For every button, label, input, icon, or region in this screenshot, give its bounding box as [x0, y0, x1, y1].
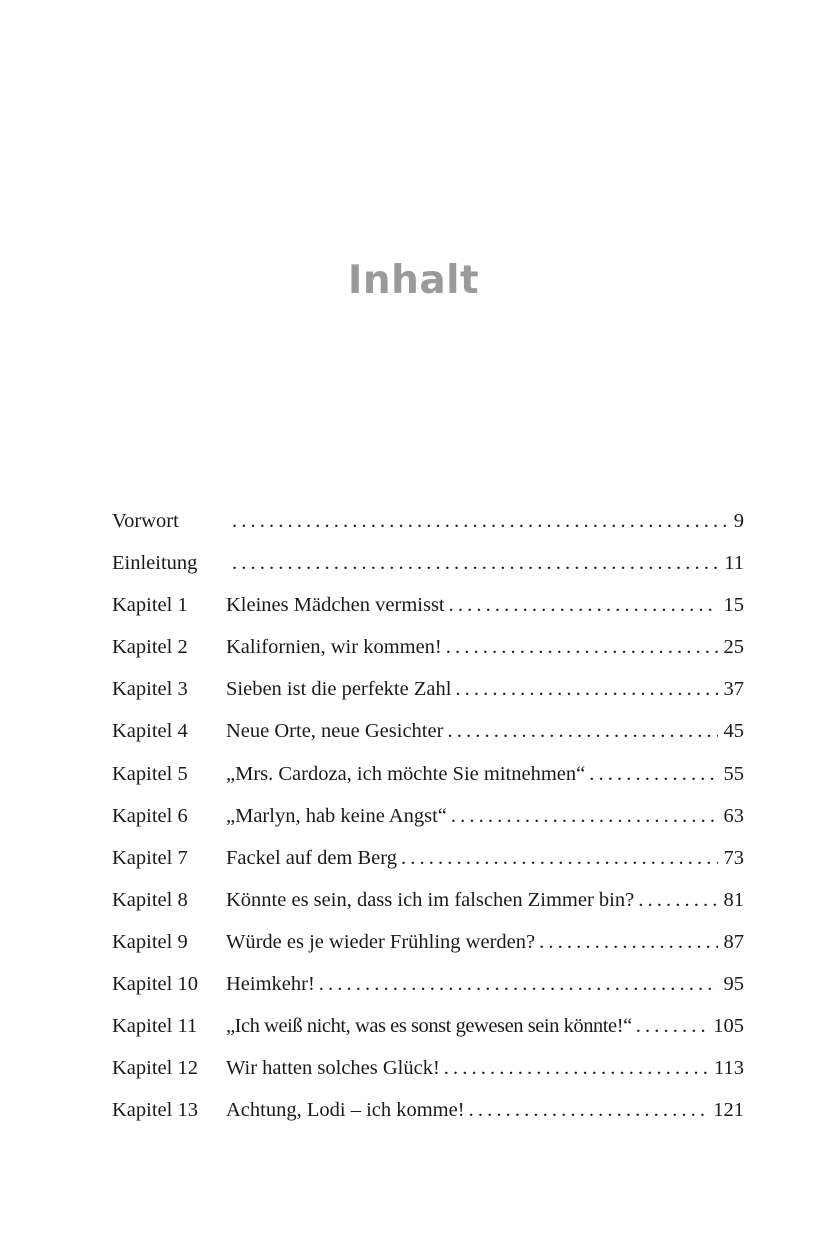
dot-leader [401, 847, 718, 870]
toc-entry-label: Kapitel 6 [112, 804, 188, 827]
toc-entry-label: Kapitel 4 [112, 720, 188, 743]
dot-leader [232, 510, 728, 533]
toc-page-number: 121 [713, 1099, 744, 1122]
table-of-contents [112, 510, 744, 1141]
dot-leader [319, 973, 718, 996]
toc-entry-title: Sieben ist die perfekte Zahl [226, 678, 452, 701]
dot-leader [444, 1057, 708, 1080]
toc-entry-label: Kapitel 2 [112, 636, 188, 659]
toc-page-number: 55 [723, 762, 744, 785]
toc-entry-title: Fackel auf dem Berg [226, 846, 397, 869]
toc-entry-label: Kapitel 7 [112, 846, 188, 869]
toc-entry-kapitel-5 [112, 763, 744, 805]
toc-page-number: 95 [723, 973, 744, 996]
toc-entry-title: Achtung, Lodi – ich komme! [226, 1099, 465, 1122]
toc-page-number: 45 [723, 720, 744, 743]
toc-entry-kapitel-2 [112, 636, 744, 678]
toc-entry-title: Kleines Mädchen vermisst [226, 594, 445, 617]
toc-entry-kapitel-11 [112, 1015, 744, 1057]
toc-entry-label: Kapitel 1 [112, 594, 188, 617]
toc-entry-title: „Mrs. Cardoza, ich möchte Sie mitnehmen“ [226, 762, 586, 785]
toc-entry-title: Kalifornien, wir kommen! [226, 636, 442, 659]
toc-entry-vorwort [112, 510, 744, 552]
toc-page-number: 105 [713, 1015, 744, 1038]
toc-entry-title: Wir hatten solches Glück! [226, 1057, 440, 1080]
toc-entry-label: Kapitel 12 [112, 1057, 198, 1080]
toc-entry-label: Kapitel 10 [112, 973, 198, 996]
toc-entry-title: Würde es je wieder Frühling werden? [226, 930, 536, 953]
toc-page-number: 63 [723, 804, 744, 827]
dot-leader [455, 678, 717, 701]
toc-entry-label: Einleitung [112, 552, 198, 575]
toc-entry-kapitel-12 [112, 1057, 744, 1099]
dot-leader [232, 552, 718, 575]
toc-entry-kapitel-1 [112, 594, 744, 636]
dot-leader [469, 1099, 708, 1122]
toc-entry-kapitel-6 [112, 805, 744, 847]
dot-leader [446, 636, 718, 659]
toc-entry-label: Kapitel 13 [112, 1099, 198, 1122]
toc-entry-title: „Ich weiß nicht, was es sonst gewesen sein könnte!“ [226, 1015, 632, 1038]
toc-entry-label: Kapitel 9 [112, 930, 188, 953]
toc-page-number: 113 [714, 1057, 744, 1080]
dot-leader [638, 889, 717, 912]
toc-page-number: 11 [724, 552, 744, 575]
toc-entry-title: „Marlyn, hab keine Angst“ [226, 804, 447, 827]
toc-entry-kapitel-10 [112, 973, 744, 1015]
toc-page-number: 25 [723, 636, 744, 659]
dot-leader [636, 1015, 708, 1038]
toc-page-number: 37 [723, 678, 744, 701]
dot-leader [539, 931, 717, 954]
toc-entry-label: Kapitel 5 [112, 762, 188, 785]
toc-entry-kapitel-8 [112, 889, 744, 931]
toc-page-number: 73 [723, 846, 744, 869]
toc-page-number: 9 [733, 510, 744, 532]
toc-entry-kapitel-13 [112, 1099, 744, 1141]
toc-entry-kapitel-4 [112, 720, 744, 762]
toc-entry-kapitel-3 [112, 678, 744, 720]
page-title: Inhalt [347, 258, 480, 304]
toc-entry-label: Vorwort [112, 510, 179, 532]
dot-leader [589, 763, 717, 786]
toc-entry-kapitel-7 [112, 847, 744, 889]
toc-entry-label: Kapitel 8 [112, 888, 188, 911]
toc-page-number: 87 [723, 930, 744, 953]
toc-entry-title: Könnte es sein, dass ich im falschen Zimmer bin? [226, 888, 635, 911]
toc-entry-einleitung [112, 552, 744, 594]
toc-entry-label: Kapitel 11 [112, 1015, 198, 1038]
toc-entry-title: Neue Orte, neue Gesichter [226, 720, 444, 743]
toc-page-number: 81 [723, 888, 744, 911]
toc-entry-title: Heimkehr! [226, 973, 315, 996]
dot-leader [451, 805, 718, 828]
toc-entry-kapitel-9 [112, 931, 744, 973]
dot-leader [449, 594, 718, 617]
toc-entry-label: Kapitel 3 [112, 678, 188, 701]
toc-page-number: 15 [723, 594, 744, 617]
dot-leader [447, 720, 717, 743]
